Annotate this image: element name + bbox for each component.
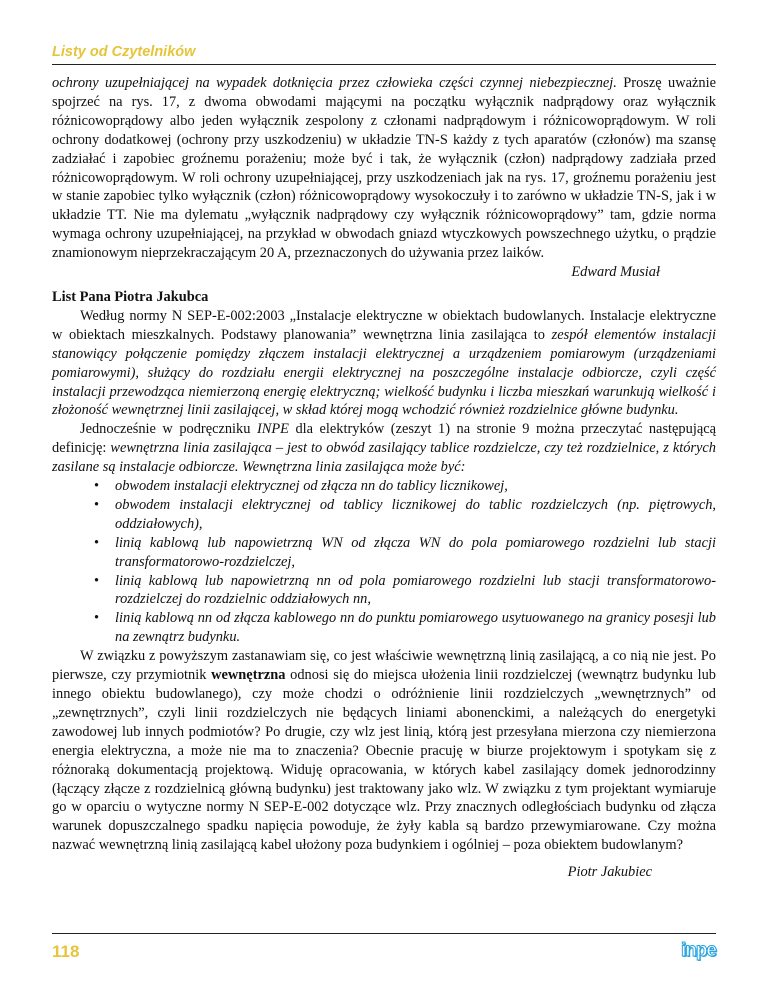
definition-list: [52, 477, 716, 647]
article-body: [52, 74, 716, 882]
page-number: 118: [52, 942, 80, 961]
letter2-p2-definition: wewnętrzna linia zasilająca – jest to obwód zasilający tablice rozdzielcze, czy też rozdzielnice, z których zasilane są instalacje odbiorcze. Wewnętrzna linia zasilająca może być:: [52, 440, 716, 476]
header-divider: [52, 64, 716, 65]
letter2-paragraph-1: [52, 307, 716, 420]
letter2-paragraph-3: [52, 647, 716, 855]
letter1-paragraph: [52, 74, 716, 263]
letter2-p3-text-a: W związku z powyższym zastanawiam się, co jest właściwie wewnętrzną linią zasilającą, a co nią nie jest. Po pierwsze, czy przymiotnik: [52, 648, 716, 684]
signature-piotr-jakubiec: Piotr Jakubiec: [567, 864, 652, 881]
list-item: • obwodem instalacji elektrycznej od tablicy licznikowej do tablic rozdzielczych (np. piętrowych, oddziałowych),: [94, 496, 716, 534]
letter1-paragraph-rest: Proszę uważnie spojrzeć na rys. 17, z dwoma obwodami mającymi na początku wyłącznik nadprądowy oraz wyłącznik różnicowoprądowy albo jeden wyłącznik zespolony z członami nadprądowym i różnicowoprądowym. W roli ochrony dodatkowej (ochrony przy uszkodzeniu) w układzie TN-S każdy z tych aparatów (członów) ma szansę zadziałać i zapobiec groźnemu porażeniu; może być i tak, że wyłącznik (człon) nadprądowy zadziała przed różnicowoprądowym. W roli ochrony uzupełniającej, przy uszkodzeniach jak na rys. 17, groźnemu porażeniu jest w stanie zapobiec tylko wyłącznik (człon) różnicowoprądowy wysokoczuły i to zarówno w układzie TN-S, jak i w układzie TT. Nie ma dylematu „wyłącznik nadprądowy czy wyłącznik różnicowoprądowy” tam, gdzie norma wymaga ochrony uzupełniającej, na przykład w obwodach gniazd wtyczkowych powszechnego użytku, o prądzie znamionowym nieprzekraczającym 20 A, przeznaczonych do używania przez laików.: [52, 75, 716, 262]
letter2-p2-inpe: INPE: [256, 421, 289, 438]
footer-divider: [52, 933, 716, 934]
letter2-p2-text-a: Jednocześnie w podręczniku: [80, 421, 257, 438]
section-title: Listy od Czytelników: [52, 44, 196, 60]
list-item: • obwodem instalacji elektrycznej od złącza nn do tablicy licznikowej,: [94, 477, 716, 496]
letter2-heading: List Pana Piotra Jakubca: [52, 288, 209, 305]
letter2-p2-text-c: dla elektryków (zeszyt 1) na stronie 9 można przeczytać następującą definicję:: [52, 421, 716, 457]
letter2-paragraph-2: [52, 420, 716, 477]
list-item: • linią kablową lub napowietrzną nn od pola pomiarowego rozdzielni lub stacji transformatorowo-rozdzielczej do rozdzielnic oddziałowych nn,: [94, 572, 716, 610]
list-item: • linią kablową nn od złącza kablowego nn do punktu pomiarowego usytuowanego na granicy posesji lub na zewnątrz budynku.: [94, 609, 716, 647]
letter1-italic-lead: ochrony uzupełniającej na wypadek dotknięcia przez człowieka części czynnej niebezpiecznej.: [52, 75, 617, 91]
letter2-p1-definition: zespół elementów instalacji stanowiący połączenie pomiędzy złączem instalacji elektrycznej a urządzeniem pomiarowym (urządzeniami pomiarowymi), służący do rozdziału energii elektrycznej na poszczególne instalacje odbiorcze, czyli część instalacji przewodząca niemierzoną energię elektryczną; wielkość budynku i liczba mieszkań warunkują wielkość i złożoność wewnętrznej linii zasilającej, w skład której mogą wchodzić również rozdzielnice główne budynku.: [52, 326, 716, 419]
inpe-logo: inpe: [680, 940, 716, 961]
letter2-p1-text: Według normy N SEP-E-002:2003 „Instalacje elektryczne w obiektach budowlanych. Instalacje elektryczne w obiektach mieszkalnych. Podstawy planowania” wewnętrzna linia zasilająca to: [52, 307, 716, 343]
signature-edward-musial: Edward Musiał: [571, 264, 660, 281]
letter2-p3-bold-term: wewnętrzna: [211, 667, 286, 684]
list-item: • linią kablową lub napowietrzną WN od złącza WN do pola pomiarowego rozdzielni lub stacji transformatorowo-rozdzielczej,: [94, 534, 716, 572]
letter2-p3-text-c: odnosi się do miejsca ułożenia linii rozdzielczej (wewnątrz budynku lub innego obiektu budowlanego), czy może chodzi o odróżnienie linii rozdzielczych „wewnętrznych” od „zewnętrznych”, czyli linii rozdzielczych nie będących liniami abonenckimi, a należących do energetyki zawodowej lub innych podmiotów? Po drugie, czy wlz jest linią, którą jest przesyłana mierzona czy niemierzona energia elektryczna, a może nie ma to znaczenia? Obecnie pracuję w biurze projektowym i spotykam się z różnoraką dokumentacją projektową. Widuję opracowania, w których kabel zasilający domek jednorodzinny (łączący złącze z rozdzielnicą główną budynku) jest traktowany jako wlz. W związku z tym projektant wymiaruje go w oparciu o wytyczne normy N SEP-E-002 dotyczące wlz. Przy znacznych odległościach budynku od złącza warunek dopuszczalnego spadku napięcia powoduje, że żyły kabla są bardzo przewymiarowane. Czy można nazwać wewnętrzną linią zasilającą kabel ułożony poza budynkiem i ogólniej – poza obiektem budowlanym?: [52, 667, 716, 854]
